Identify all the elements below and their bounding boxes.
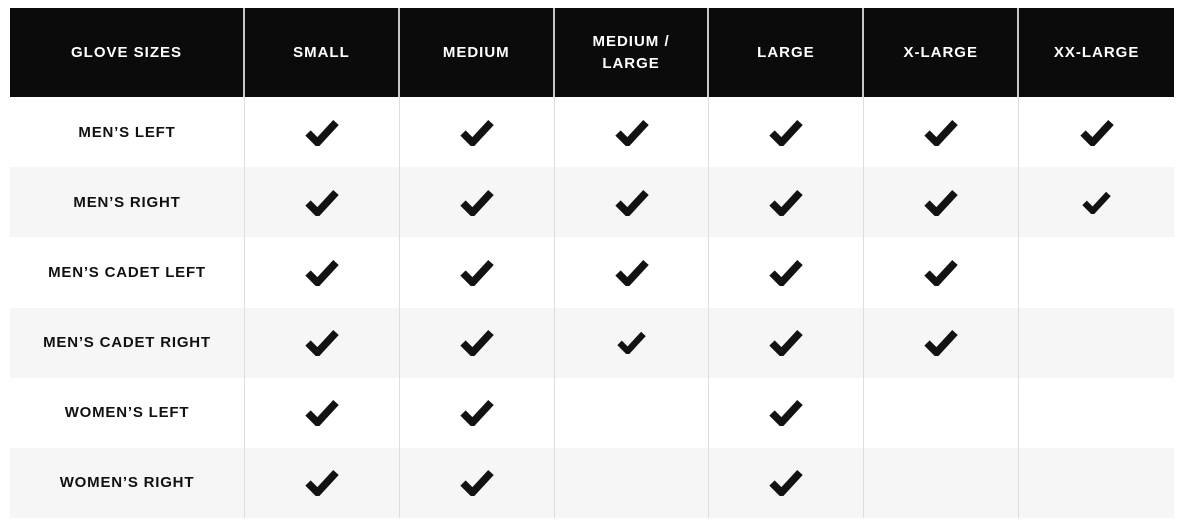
check-icon <box>304 469 340 496</box>
check-icon <box>768 259 804 286</box>
cell-women-s-right-small <box>245 448 400 518</box>
column-header-label: MEDIUM / LARGE <box>592 32 670 72</box>
cell-men-s-right-xx-large <box>1019 167 1174 237</box>
cell-women-s-right-large <box>709 448 864 518</box>
cell-women-s-right-x-large <box>864 448 1019 518</box>
cell-men-s-right-medium <box>400 167 555 237</box>
check-icon <box>614 259 650 286</box>
check-icon <box>459 469 495 496</box>
cell-men-s-cadet-left-medium <box>400 237 555 307</box>
table-body <box>10 97 1174 518</box>
cell-women-s-right-medium-large <box>555 448 710 518</box>
cell-men-s-left-xx-large <box>1019 97 1174 167</box>
row-label: MEN’S RIGHT <box>73 193 181 211</box>
row-header-men-s-left <box>10 97 245 167</box>
check-icon <box>768 329 804 356</box>
check-icon <box>459 329 495 356</box>
cell-men-s-right-medium-large <box>555 167 710 237</box>
corner-header-glove-sizes <box>10 8 245 97</box>
cell-women-s-left-medium <box>400 378 555 448</box>
cell-men-s-cadet-right-xx-large <box>1019 308 1174 378</box>
table-header-row <box>10 8 1174 97</box>
check-icon <box>768 189 804 216</box>
row-header-men-s-right <box>10 167 245 237</box>
table-row-women-s-left <box>10 378 1174 448</box>
column-header-label: GLOVE SIZES <box>70 43 183 61</box>
check-icon <box>923 189 959 216</box>
cell-women-s-left-xx-large <box>1019 378 1174 448</box>
check-icon <box>1079 119 1115 146</box>
check-icon <box>923 119 959 146</box>
row-label: WOMEN’S LEFT <box>64 404 190 422</box>
cell-men-s-left-x-large <box>864 97 1019 167</box>
check-icon <box>1081 191 1112 214</box>
cell-men-s-left-small <box>245 97 400 167</box>
check-icon <box>304 119 340 146</box>
column-header-large <box>709 8 864 97</box>
row-label: MEN’S CADET RIGHT <box>43 334 211 352</box>
check-icon <box>304 189 340 216</box>
cell-women-s-left-small <box>245 378 400 448</box>
cell-men-s-cadet-left-small <box>245 237 400 307</box>
cell-women-s-left-medium-large <box>555 378 710 448</box>
cell-women-s-right-medium <box>400 448 555 518</box>
column-header-xx-large <box>1019 8 1174 97</box>
check-icon <box>304 259 340 286</box>
cell-men-s-cadet-right-large <box>709 308 864 378</box>
check-icon <box>304 329 340 356</box>
cell-men-s-cadet-right-x-large <box>864 308 1019 378</box>
check-icon <box>614 189 650 216</box>
cell-men-s-left-large <box>709 97 864 167</box>
glove-size-availability-table <box>10 8 1174 518</box>
cell-men-s-left-medium <box>400 97 555 167</box>
cell-men-s-cadet-right-medium <box>400 308 555 378</box>
cell-women-s-right-xx-large <box>1019 448 1174 518</box>
check-icon <box>614 119 650 146</box>
table-row-men-s-cadet-left <box>10 237 1174 307</box>
column-header-x-large <box>864 8 1019 97</box>
cell-men-s-cadet-right-small <box>245 308 400 378</box>
row-label: MEN’S CADET LEFT <box>48 263 206 281</box>
check-icon <box>768 399 804 426</box>
cell-men-s-cadet-right-medium-large <box>555 308 710 378</box>
column-header-label: XX-LARGE <box>1053 43 1140 61</box>
cell-women-s-left-x-large <box>864 378 1019 448</box>
cell-men-s-cadet-left-x-large <box>864 237 1019 307</box>
column-header-label: LARGE <box>757 43 815 61</box>
row-header-women-s-right <box>10 448 245 518</box>
table-row-men-s-cadet-right <box>10 308 1174 378</box>
cell-men-s-right-small <box>245 167 400 237</box>
column-header-label: SMALL <box>293 43 350 61</box>
check-icon <box>923 329 959 356</box>
row-header-women-s-left <box>10 378 245 448</box>
column-header-label: X-LARGE <box>903 43 978 61</box>
cell-women-s-left-large <box>709 378 864 448</box>
column-header-label: MEDIUM <box>442 43 510 61</box>
check-icon <box>459 399 495 426</box>
check-icon <box>923 259 959 286</box>
column-header-small <box>245 8 400 97</box>
row-header-men-s-cadet-left <box>10 237 245 307</box>
cell-men-s-cadet-left-medium-large <box>555 237 710 307</box>
check-icon <box>304 399 340 426</box>
cell-men-s-right-large <box>709 167 864 237</box>
check-icon <box>459 259 495 286</box>
check-icon <box>459 189 495 216</box>
row-label: MEN’S LEFT <box>78 123 176 141</box>
column-header-medium-large <box>555 8 710 97</box>
check-icon <box>616 331 647 354</box>
cell-men-s-right-x-large <box>864 167 1019 237</box>
check-icon <box>459 119 495 146</box>
row-header-men-s-cadet-right <box>10 308 245 378</box>
check-icon <box>768 469 804 496</box>
table-row-men-s-right <box>10 167 1174 237</box>
cell-men-s-left-medium-large <box>555 97 710 167</box>
table-row-women-s-right <box>10 448 1174 518</box>
cell-men-s-cadet-left-large <box>709 237 864 307</box>
table-row-men-s-left <box>10 97 1174 167</box>
check-icon <box>768 119 804 146</box>
cell-men-s-cadet-left-xx-large <box>1019 237 1174 307</box>
column-header-medium <box>400 8 555 97</box>
row-label: WOMEN’S RIGHT <box>59 474 195 492</box>
